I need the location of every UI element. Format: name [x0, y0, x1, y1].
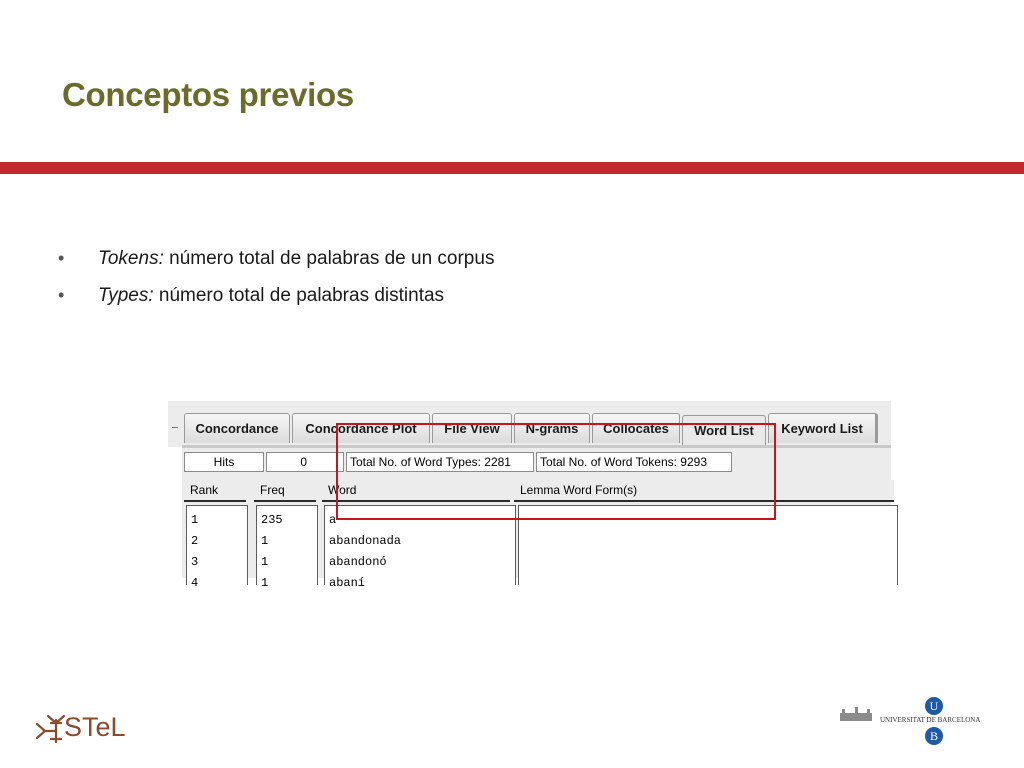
slide-title: Conceptos previos — [62, 76, 354, 113]
word-cell: abandonada — [329, 534, 402, 548]
column-header-lemma[interactable]: Lemma Word Form(s) — [514, 480, 894, 502]
tab-file-view[interactable]: File View — [432, 413, 512, 443]
word-tokens-count: Total No. of Word Tokens: 9293 — [536, 452, 732, 472]
bullet-term: Tokens: — [98, 248, 164, 269]
bullet-term: Types: — [98, 285, 154, 306]
bullet-tokens — [58, 248, 758, 285]
word-cell: abandonó — [329, 555, 387, 569]
rank-cell: 3 — [191, 555, 199, 569]
ub-letter-u: U — [929, 699, 939, 713]
hits-label: Hits — [184, 452, 264, 472]
bullet-text: número total de palabras de un corpus — [169, 248, 495, 269]
highlight-box — [336, 423, 776, 520]
rank-cell: 2 — [191, 534, 199, 548]
stel-wordmark: STeL — [64, 712, 126, 742]
word-cell: abaní — [329, 576, 366, 590]
freq-cell: 1 — [261, 534, 269, 548]
freq-cell: 235 — [261, 513, 283, 527]
ub-letter-b: B — [929, 729, 939, 743]
tab-word-list[interactable]: Word List — [682, 415, 766, 445]
column-header-rank[interactable]: Rank — [184, 480, 246, 502]
ub-wordmark: UNIVERSITAT DE BARCELONA — [880, 716, 981, 724]
tab-concordance-plot[interactable]: Concordance Plot — [292, 413, 430, 443]
rank-cell: 4 — [191, 576, 199, 590]
tab-collocates[interactable]: Collocates — [592, 413, 680, 443]
bullet-dot-icon: • — [58, 248, 65, 268]
freq-column[interactable] — [256, 505, 318, 590]
hits-value: 0 — [266, 452, 344, 472]
tab-strip-mark — [172, 427, 178, 428]
bullet-types — [58, 285, 758, 322]
freq-cell: 1 — [261, 576, 269, 590]
bullet-dot-icon: • — [58, 285, 65, 305]
bullet-text: número total de palabras distintas — [158, 285, 445, 306]
rank-column[interactable] — [186, 505, 248, 590]
bullet-list — [58, 248, 758, 322]
column-header-freq[interactable]: Freq — [254, 480, 316, 502]
freq-cell: 1 — [261, 555, 269, 569]
tab-concordance[interactable]: Concordance — [184, 413, 290, 443]
title-divider — [0, 162, 1024, 174]
rank-cell: 1 — [191, 513, 199, 527]
tab-keyword-list[interactable]: Keyword List — [768, 413, 878, 443]
word-types-count: Total No. of Word Types: 2281 — [346, 452, 534, 472]
tab-n-grams[interactable]: N-grams — [514, 413, 590, 443]
column-header-word[interactable]: Word — [322, 480, 510, 502]
word-cell: a — [329, 513, 337, 527]
